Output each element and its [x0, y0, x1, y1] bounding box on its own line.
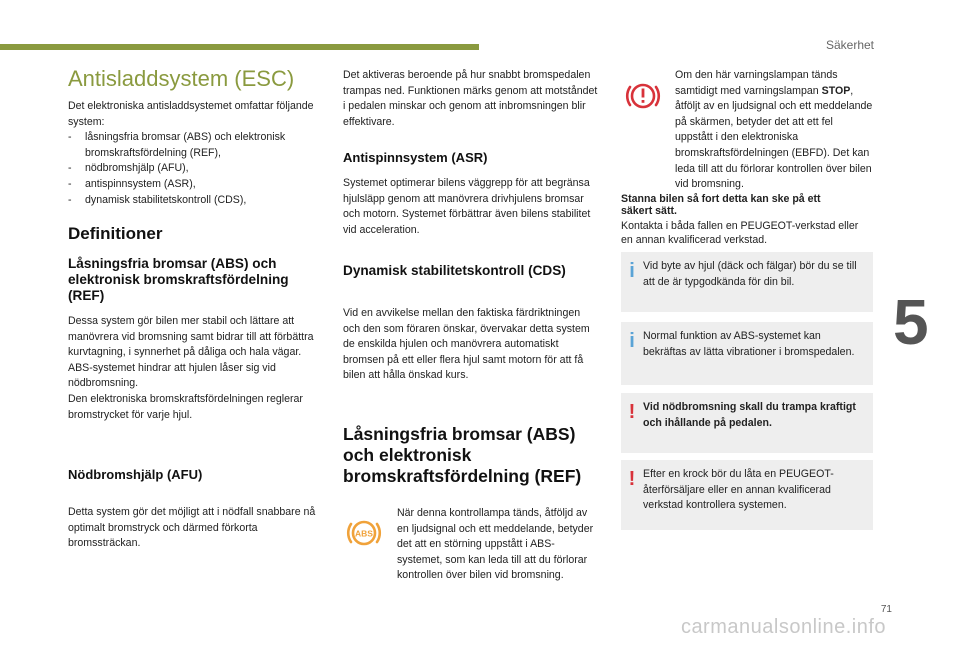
activation-text: Det aktiveras beroende på hur snabbt bromspedalen trampas ned. Funktionen märks genom att motståndet i pedalen minskar och genom att inbromsningen blir effektivare. — [343, 69, 598, 128]
watermark: carmanualsonline.info — [680, 616, 886, 638]
page-title: Antisladdsystem (ESC) — [68, 66, 295, 91]
page-number: 71 — [880, 604, 892, 615]
warning-icon: ! — [628, 401, 636, 423]
info-icon: i — [629, 330, 635, 352]
warning-icon: ! — [628, 468, 636, 490]
cds-heading: Dynamisk stabilitetskontroll (CDS) — [343, 263, 566, 278]
abs-big-heading: Låsningsfria bromsar (ABS) och elektronisk bromskraftsfördelning (REF) — [343, 424, 582, 486]
section-label: Säkerhet — [825, 38, 874, 52]
abs-lamp-text: När denna kontrollampa tänds, åtföljd av en ljudsignal och ett meddelande, betyder det att en störning uppstått i ABS-systemet, som kan leda till att du förlorar kontrollen över bilen vid bromsning. — [397, 507, 594, 582]
abs-text: Dessa system gör bilen mer stabil och lättare att manövrera vid bromsning samt bidrar till att förbättra kurvtagning, i synnerhet på dåliga och hala vägar. ABS-systemet hindrar att hjulen låser sig vid nödbromsning. Den elektroniska bromskraftsfördelningen reglerar bromstrycket för varje hjul. — [68, 315, 314, 421]
chapter-number: 5 — [893, 286, 929, 358]
system-list — [68, 130, 324, 208]
warning-box-emergency: ! Vid nödbromsning skall du trampa kraftigt och ihållande på pedalen. — [621, 393, 873, 453]
afu-text: Detta system gör det möjligt att i nödfall snabbare nå optimalt bromstryck och därmed förkorta bromssträckan. — [68, 506, 316, 550]
definitions-heading: Definitioner — [68, 224, 163, 243]
info-icon: i — [629, 260, 635, 282]
brake-lamp-text: Om den här varningslampan tänds samtidigt med varningslampan STOP, åtföljt av en ljudsignal och ett meddelande på skärmen, betyder det att ett fel uppstått i den elektroniska bromskraftsfördelningen (EBFD). Det kan leda till att du förlorar kontrollen över bilen vid bromsning. — [675, 69, 873, 191]
header-accent-bar — [0, 44, 479, 50]
list-item: - dynamisk stabilitetskontroll (CDS), — [68, 193, 324, 209]
contact-text: Kontakta i båda fallen en PEUGEOT-verkstad eller en annan kvalificerad verkstad. — [621, 220, 859, 246]
intro-text: Det elektroniska antisladdsystemet omfattar följande system: - låsningsfria bromsar (ABS) och elektronisk bromskraftsfördelning (REF), - nödbromshjälp (AFU), - antispinnsystem (ASR), - dynamisk stabilitetskontroll (CDS), — [68, 99, 324, 208]
info-box-wheels: i Vid byte av hjul (däck och fälgar) bör du se till att de är typgodkända för din bil. — [621, 252, 873, 312]
list-item: - nödbromshjälp (AFU), — [68, 161, 324, 177]
cds-text: Vid en avvikelse mellan den faktiska färdriktningen och den som föraren önskar, övervakar detta system de enskilda hjulen och manövrera automatiskt bromsen på ett eller flera hjul samt motorn för att få bilen att hålla önskad kurs. — [343, 307, 590, 382]
list-item: - låsningsfria bromsar (ABS) och elektronisk bromskraftsfördelning (REF), — [68, 130, 324, 161]
abs-warning-lamp-icon — [344, 513, 384, 553]
abs-lamp-label: ABS — [355, 528, 373, 539]
afu-heading: Nödbromshjälp (AFU) — [68, 467, 203, 482]
abs-heading: Låsningsfria bromsar (ABS) och elektronisk bromskraftsfördelning (REF) — [68, 256, 289, 303]
asr-heading: Antispinnsystem (ASR) — [343, 150, 488, 165]
warning-box-collision: ! Efter en krock bör du låta en PEUGEOT-återförsäljare eller en annan kvalificerad verkstad kontrollera systemen. — [621, 460, 873, 530]
stop-warning: Stanna bilen så fort detta kan ske på ett säkert sätt. — [621, 193, 821, 217]
info-box-abs-function: i Normal funktion av ABS-systemet kan bekräftas av lätta vibrationer i bromspedalen. — [621, 322, 873, 385]
asr-text: Systemet optimerar bilens väggrepp för att begränsa hjulsläpp genom att manövrera drivhjulens bromsar och motorn. Systemet förbättrar även bilens stabilitet vid acceleration. — [343, 177, 591, 236]
list-item: - antispinnsystem (ASR), — [68, 177, 324, 193]
brake-warning-lamp-icon — [623, 76, 663, 116]
